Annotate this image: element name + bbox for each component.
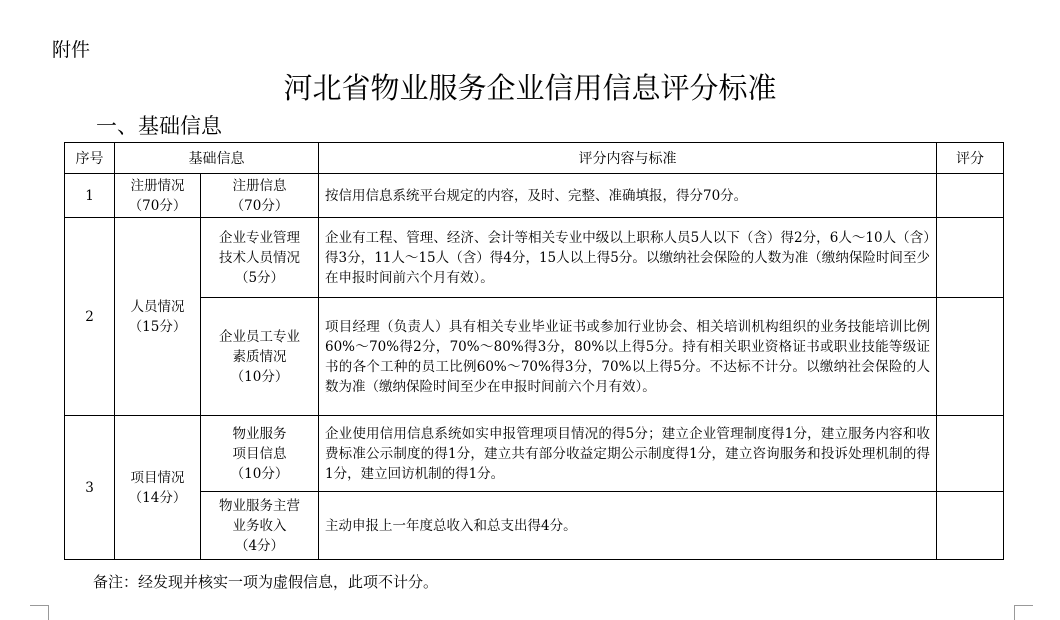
- item-name-line: 项目信息: [232, 445, 287, 462]
- category-cell: [115, 174, 201, 218]
- score-cell: [937, 416, 1004, 492]
- header-content: 评分内容与标准: [319, 143, 937, 174]
- item-name-line: （10分）: [230, 368, 289, 385]
- score-cell: [937, 492, 1004, 560]
- item-name-line: 业务收入: [232, 517, 287, 534]
- row-number: 1: [65, 174, 115, 218]
- criteria-content: 项目经理（负责人）具有相关专业毕业证书或参加行业协会、相关培训机构组织的业务技能培训比例60%～70%得2分，70%～80%得3分，80%以上得5分。持有相关职业资格证书或职业技能等级证书的各个工种的员工比例60%～70%得3分，70%以上得5分。不达标不计分。以缴纳社会保险的人数为准（缴纳保险时间至少在申报时间前六个月有效）。: [319, 298, 937, 416]
- criteria-content: 主动申报上一年度总收入和总支出得4分。: [319, 492, 937, 560]
- header-basic-info: 基础信息: [115, 143, 319, 174]
- row-number: 3: [65, 416, 115, 560]
- item-name-line: （70分）: [230, 197, 289, 214]
- page-corner-mark-left: [30, 605, 49, 620]
- score-cell: [937, 298, 1004, 416]
- category-points: （14分）: [128, 489, 187, 506]
- item-name-line: 物业服务: [232, 425, 287, 442]
- table-row: [65, 218, 1004, 298]
- score-cell: [937, 218, 1004, 298]
- criteria-content: 企业有工程、管理、经济、会计等相关专业中级以上职称人员5人以下（含）得2分，6人～10人（含）得3分，11人～15人（含）得4分，15人以上得5分。以缴纳社会保险的人数为准（缴纳保险时间至少在申报时间前六个月有效）。: [319, 218, 937, 298]
- criteria-content: 按信用信息系统平台规定的内容，及时、完整、准确填报，得分70分。: [319, 174, 937, 218]
- header-score: 评分: [937, 143, 1004, 174]
- item-name-line: 素质情况: [232, 348, 287, 365]
- document-title: 河北省物业服务企业信用信息评分标准: [283, 71, 777, 105]
- score-cell: [937, 174, 1004, 218]
- item-name-line: （4分）: [234, 537, 285, 554]
- header-no: 序号: [65, 143, 115, 174]
- category-points: （15分）: [128, 318, 187, 335]
- section-heading: 一、基础信息: [96, 114, 222, 138]
- item-name-cell: [201, 218, 319, 298]
- category-points: （70分）: [128, 197, 187, 214]
- item-name-line: 物业服务主营: [219, 497, 300, 514]
- footnote: 备注：经发现并核实一项为虚假信息，此项不计分。: [93, 573, 439, 591]
- item-name-line: （5分）: [234, 269, 285, 286]
- category-name: 注册情况: [130, 177, 185, 194]
- item-name-cell: [201, 416, 319, 492]
- item-name-line: 技术人员情况: [219, 249, 300, 266]
- category-name: 人员情况: [130, 298, 185, 315]
- category-cell: [115, 416, 201, 560]
- scoring-table: [64, 142, 1004, 560]
- table-row: [65, 416, 1004, 492]
- criteria-content: 企业使用信用信息系统如实申报管理项目情况的得5分；建立企业管理制度得1分，建立服务内容和收费标准公示制度的得1分，建立共有部分收益定期公示制度得1分，建立咨询服务和投诉处理机制的得1分，建立回访机制的得1分。: [319, 416, 937, 492]
- table-row: [65, 298, 1004, 416]
- item-name-line: 注册信息: [232, 177, 287, 194]
- category-name: 项目情况: [130, 469, 185, 486]
- item-name-line: 企业员工专业: [219, 328, 300, 345]
- page-corner-mark-right: [1014, 605, 1033, 620]
- item-name-line: 企业专业管理: [219, 229, 300, 246]
- item-name-cell: [201, 174, 319, 218]
- table-row: [65, 492, 1004, 560]
- item-name-cell: [201, 492, 319, 560]
- item-name-cell: [201, 298, 319, 416]
- table-header-row: [65, 143, 1004, 174]
- category-cell: [115, 218, 201, 416]
- row-number: 2: [65, 218, 115, 416]
- item-name-line: （10分）: [230, 465, 289, 482]
- table-row: [65, 174, 1004, 218]
- attachment-label: 附件: [52, 39, 91, 61]
